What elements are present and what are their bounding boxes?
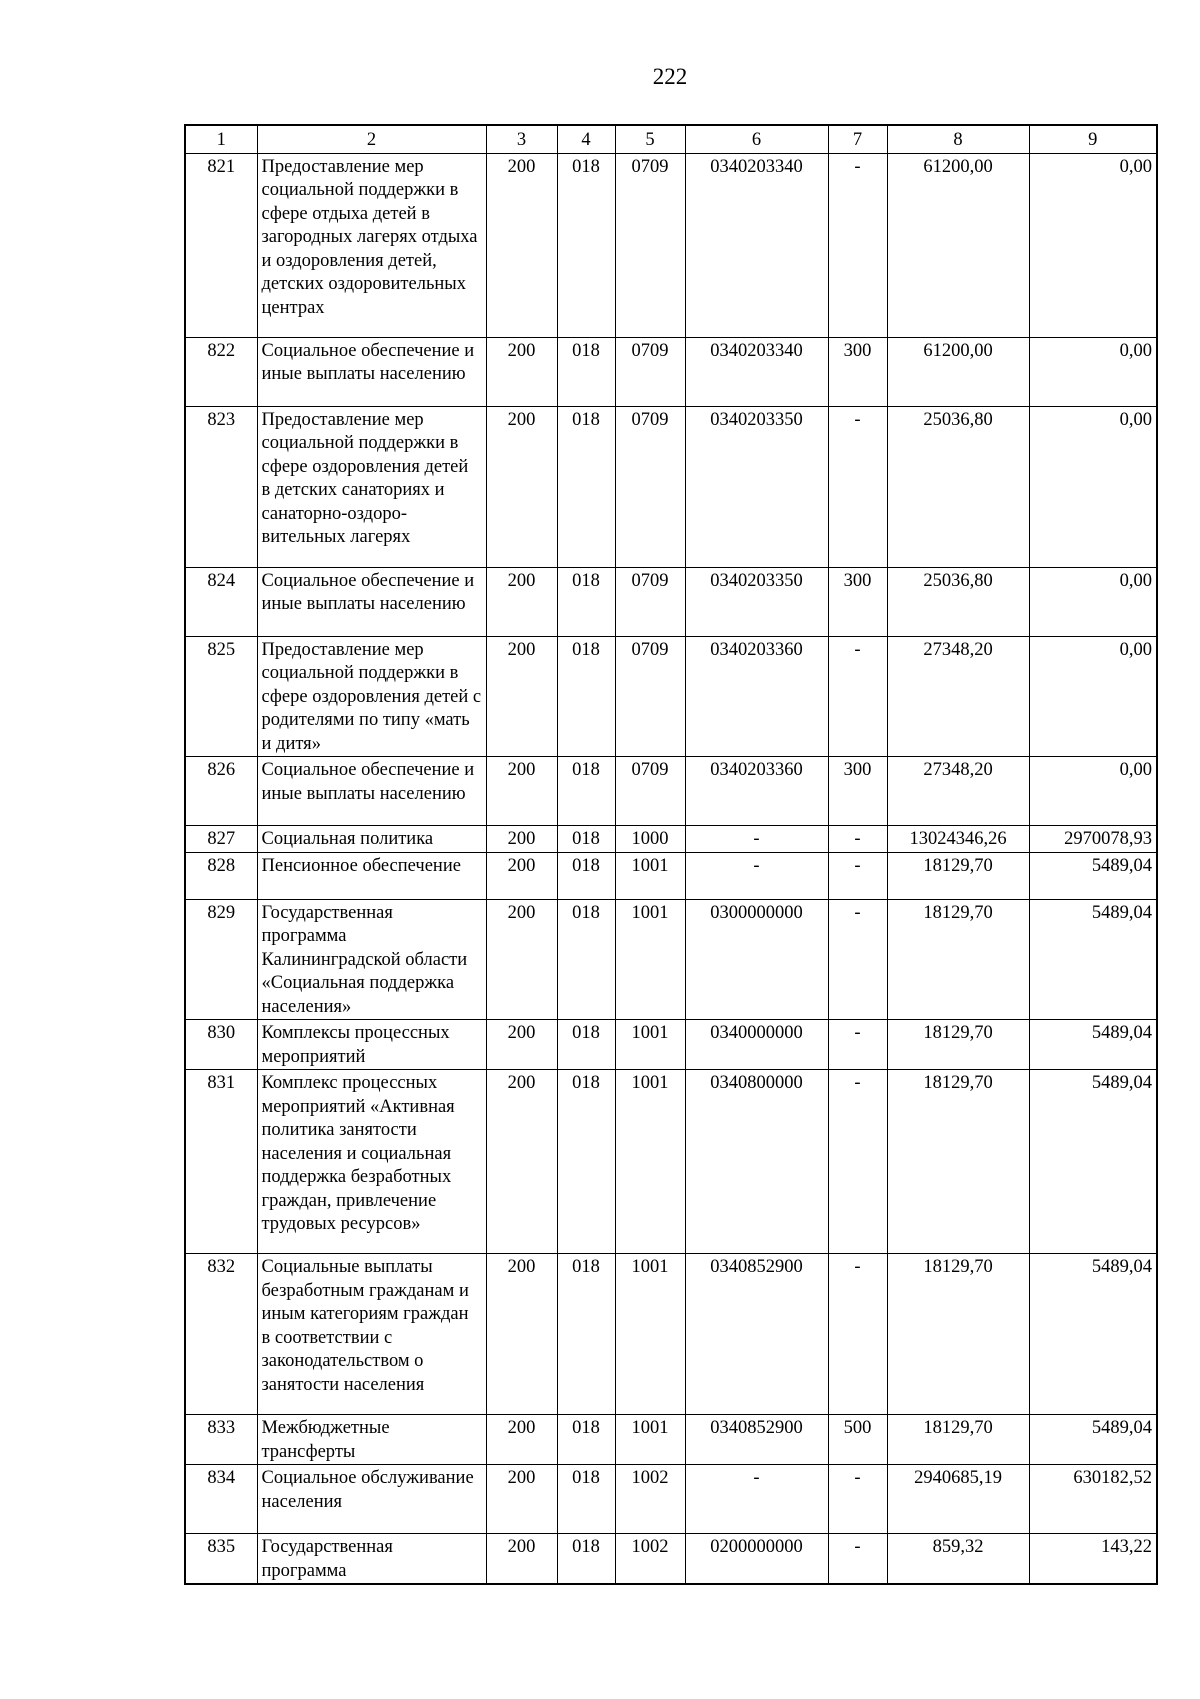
row-description: Пенсионное обеспечение bbox=[257, 852, 486, 899]
cell-col8: 18129,70 bbox=[887, 1070, 1029, 1254]
cell-col9: 5489,04 bbox=[1029, 1254, 1157, 1415]
row-number: 827 bbox=[185, 826, 257, 853]
cell-col3: 200 bbox=[486, 1070, 557, 1254]
row-number: 829 bbox=[185, 899, 257, 1020]
cell-col7: - bbox=[828, 153, 887, 337]
column-header: 5 bbox=[615, 125, 685, 153]
cell-col9: 5489,04 bbox=[1029, 852, 1157, 899]
row-description: Социальные выплаты безработным гражданам и иным категориям граждан в соответствии с законодательством о занятости населения bbox=[257, 1254, 486, 1415]
cell-col7: 500 bbox=[828, 1415, 887, 1465]
cell-col8: 18129,70 bbox=[887, 899, 1029, 1020]
cell-col8: 2940685,19 bbox=[887, 1465, 1029, 1534]
cell-col5: 1001 bbox=[615, 852, 685, 899]
row-description: Социальное обслуживание населения bbox=[257, 1465, 486, 1534]
row-description: Комплексы процессных мероприятий bbox=[257, 1020, 486, 1070]
cell-col3: 200 bbox=[486, 1465, 557, 1534]
row-number: 834 bbox=[185, 1465, 257, 1534]
table-row bbox=[185, 1415, 1157, 1465]
cell-col7: - bbox=[828, 826, 887, 853]
row-number: 830 bbox=[185, 1020, 257, 1070]
cell-col4: 018 bbox=[557, 1070, 615, 1254]
cell-col8: 13024346,26 bbox=[887, 826, 1029, 853]
column-header: 3 bbox=[486, 125, 557, 153]
table-row bbox=[185, 852, 1157, 899]
cell-col9: 630182,52 bbox=[1029, 1465, 1157, 1534]
table-row bbox=[185, 1465, 1157, 1534]
cell-col4: 018 bbox=[557, 1465, 615, 1534]
column-header: 6 bbox=[685, 125, 828, 153]
cell-col7: 300 bbox=[828, 567, 887, 636]
cell-col7: - bbox=[828, 1254, 887, 1415]
row-number: 823 bbox=[185, 406, 257, 567]
cell-col3: 200 bbox=[486, 899, 557, 1020]
cell-col5: 0709 bbox=[615, 567, 685, 636]
cell-col8: 27348,20 bbox=[887, 757, 1029, 826]
cell-col9: 5489,04 bbox=[1029, 1020, 1157, 1070]
cell-col3: 200 bbox=[486, 1415, 557, 1465]
cell-col4: 018 bbox=[557, 1534, 615, 1585]
row-description: Социальное обеспечение и иные выплаты населению bbox=[257, 567, 486, 636]
cell-col9: 2970078,93 bbox=[1029, 826, 1157, 853]
row-number: 822 bbox=[185, 337, 257, 406]
table-row bbox=[185, 567, 1157, 636]
row-number: 831 bbox=[185, 1070, 257, 1254]
cell-col5: 1001 bbox=[615, 1070, 685, 1254]
cell-col4: 018 bbox=[557, 153, 615, 337]
cell-col7: - bbox=[828, 852, 887, 899]
cell-col6: 0340203360 bbox=[685, 757, 828, 826]
row-description: Государственная программа bbox=[257, 1534, 486, 1585]
row-number: 826 bbox=[185, 757, 257, 826]
cell-col9: 0,00 bbox=[1029, 636, 1157, 757]
cell-col5: 1001 bbox=[615, 899, 685, 1020]
cell-col5: 0709 bbox=[615, 337, 685, 406]
cell-col6: 0340203350 bbox=[685, 567, 828, 636]
cell-col7: - bbox=[828, 1020, 887, 1070]
cell-col9: 0,00 bbox=[1029, 406, 1157, 567]
cell-col6: 0340203340 bbox=[685, 337, 828, 406]
cell-col9: 0,00 bbox=[1029, 757, 1157, 826]
column-header: 4 bbox=[557, 125, 615, 153]
cell-col5: 1001 bbox=[615, 1415, 685, 1465]
cell-col7: - bbox=[828, 636, 887, 757]
cell-col5: 0709 bbox=[615, 406, 685, 567]
table-row bbox=[185, 899, 1157, 1020]
cell-col6: - bbox=[685, 826, 828, 853]
cell-col8: 859,32 bbox=[887, 1534, 1029, 1585]
cell-col7: - bbox=[828, 406, 887, 567]
row-description: Государственная программа Калининградской области «Социальная поддержка населения» bbox=[257, 899, 486, 1020]
cell-col6: - bbox=[685, 852, 828, 899]
cell-col7: 300 bbox=[828, 757, 887, 826]
cell-col4: 018 bbox=[557, 1415, 615, 1465]
cell-col8: 18129,70 bbox=[887, 1254, 1029, 1415]
cell-col8: 18129,70 bbox=[887, 1020, 1029, 1070]
cell-col4: 018 bbox=[557, 636, 615, 757]
column-header: 9 bbox=[1029, 125, 1157, 153]
cell-col3: 200 bbox=[486, 567, 557, 636]
cell-col5: 0709 bbox=[615, 757, 685, 826]
cell-col6: 0340203340 bbox=[685, 153, 828, 337]
table-row bbox=[185, 1534, 1157, 1585]
cell-col5: 0709 bbox=[615, 636, 685, 757]
cell-col3: 200 bbox=[486, 636, 557, 757]
cell-col3: 200 bbox=[486, 1254, 557, 1415]
cell-col4: 018 bbox=[557, 1020, 615, 1070]
cell-col7: - bbox=[828, 899, 887, 1020]
cell-col6: - bbox=[685, 1465, 828, 1534]
cell-col6: 0340203360 bbox=[685, 636, 828, 757]
row-description: Социальное обеспечение и иные выплаты населению bbox=[257, 337, 486, 406]
cell-col4: 018 bbox=[557, 567, 615, 636]
table-row bbox=[185, 1020, 1157, 1070]
cell-col3: 200 bbox=[486, 337, 557, 406]
table-row bbox=[185, 337, 1157, 406]
row-number: 833 bbox=[185, 1415, 257, 1465]
cell-col6: 0340203350 bbox=[685, 406, 828, 567]
cell-col8: 25036,80 bbox=[887, 406, 1029, 567]
cell-col4: 018 bbox=[557, 1254, 615, 1415]
column-header: 7 bbox=[828, 125, 887, 153]
cell-col8: 25036,80 bbox=[887, 567, 1029, 636]
page-number: 222 bbox=[652, 64, 688, 89]
row-description: Предоставление мер социальной поддержки в сфере отдыха детей в загородных лагерях отдыха и оздоровления детей, детских оздоровительных центрах bbox=[257, 153, 486, 337]
cell-col9: 5489,04 bbox=[1029, 1415, 1157, 1465]
column-header: 2 bbox=[257, 125, 486, 153]
row-number: 821 bbox=[185, 153, 257, 337]
row-description: Социальное обеспечение и иные выплаты населению bbox=[257, 757, 486, 826]
cell-col9: 5489,04 bbox=[1029, 899, 1157, 1020]
cell-col5: 1002 bbox=[615, 1465, 685, 1534]
table-row bbox=[185, 1254, 1157, 1415]
cell-col4: 018 bbox=[557, 852, 615, 899]
row-description: Предоставление мер социальной поддержки в сфере оздоровления детей в детских санаториях и санаторно-оздоро-вительных лагерях bbox=[257, 406, 486, 567]
cell-col5: 1001 bbox=[615, 1254, 685, 1415]
header-row bbox=[185, 125, 1157, 153]
cell-col7: 300 bbox=[828, 337, 887, 406]
cell-col6: 0300000000 bbox=[685, 899, 828, 1020]
cell-col9: 143,22 bbox=[1029, 1534, 1157, 1585]
column-header: 1 bbox=[185, 125, 257, 153]
cell-col4: 018 bbox=[557, 826, 615, 853]
cell-col3: 200 bbox=[486, 826, 557, 853]
cell-col7: - bbox=[828, 1534, 887, 1585]
cell-col8: 27348,20 bbox=[887, 636, 1029, 757]
row-number: 835 bbox=[185, 1534, 257, 1585]
cell-col8: 61200,00 bbox=[887, 153, 1029, 337]
cell-col4: 018 bbox=[557, 337, 615, 406]
cell-col8: 61200,00 bbox=[887, 337, 1029, 406]
table-row bbox=[185, 153, 1157, 337]
row-number: 825 bbox=[185, 636, 257, 757]
cell-col3: 200 bbox=[486, 852, 557, 899]
cell-col6: 0340852900 bbox=[685, 1254, 828, 1415]
cell-col4: 018 bbox=[557, 406, 615, 567]
cell-col8: 18129,70 bbox=[887, 1415, 1029, 1465]
column-header: 8 bbox=[887, 125, 1029, 153]
row-number: 828 bbox=[185, 852, 257, 899]
table-row bbox=[185, 757, 1157, 826]
table-row bbox=[185, 1070, 1157, 1254]
cell-col6: 0340800000 bbox=[685, 1070, 828, 1254]
row-number: 832 bbox=[185, 1254, 257, 1415]
row-description: Предоставление мер социальной поддержки в сфере оздоровления детей с родителями по типу «мать и дитя» bbox=[257, 636, 486, 757]
cell-col4: 018 bbox=[557, 899, 615, 1020]
table-row bbox=[185, 406, 1157, 567]
cell-col3: 200 bbox=[486, 1534, 557, 1585]
cell-col6: 0340000000 bbox=[685, 1020, 828, 1070]
cell-col3: 200 bbox=[486, 406, 557, 567]
row-description: Межбюджетные трансферты bbox=[257, 1415, 486, 1465]
cell-col3: 200 bbox=[486, 153, 557, 337]
row-description: Комплекс процессных мероприятий «Активная политика занятости населения и социальная поддержка безработных граждан, привлечение трудовых ресурсов» bbox=[257, 1070, 486, 1254]
cell-col8: 18129,70 bbox=[887, 852, 1029, 899]
cell-col9: 5489,04 bbox=[1029, 1070, 1157, 1254]
cell-col6: 0200000000 bbox=[685, 1534, 828, 1585]
cell-col9: 0,00 bbox=[1029, 337, 1157, 406]
cell-col5: 0709 bbox=[615, 153, 685, 337]
table-row bbox=[185, 636, 1157, 757]
cell-col5: 1001 bbox=[615, 1020, 685, 1070]
cell-col9: 0,00 bbox=[1029, 153, 1157, 337]
table-row bbox=[185, 826, 1157, 853]
budget-table bbox=[184, 124, 1158, 1585]
cell-col3: 200 bbox=[486, 757, 557, 826]
row-description: Социальная политика bbox=[257, 826, 486, 853]
cell-col6: 0340852900 bbox=[685, 1415, 828, 1465]
cell-col5: 1002 bbox=[615, 1534, 685, 1585]
cell-col4: 018 bbox=[557, 757, 615, 826]
cell-col7: - bbox=[828, 1465, 887, 1534]
row-number: 824 bbox=[185, 567, 257, 636]
cell-col9: 0,00 bbox=[1029, 567, 1157, 636]
cell-col3: 200 bbox=[486, 1020, 557, 1070]
cell-col5: 1000 bbox=[615, 826, 685, 853]
cell-col7: - bbox=[828, 1070, 887, 1254]
